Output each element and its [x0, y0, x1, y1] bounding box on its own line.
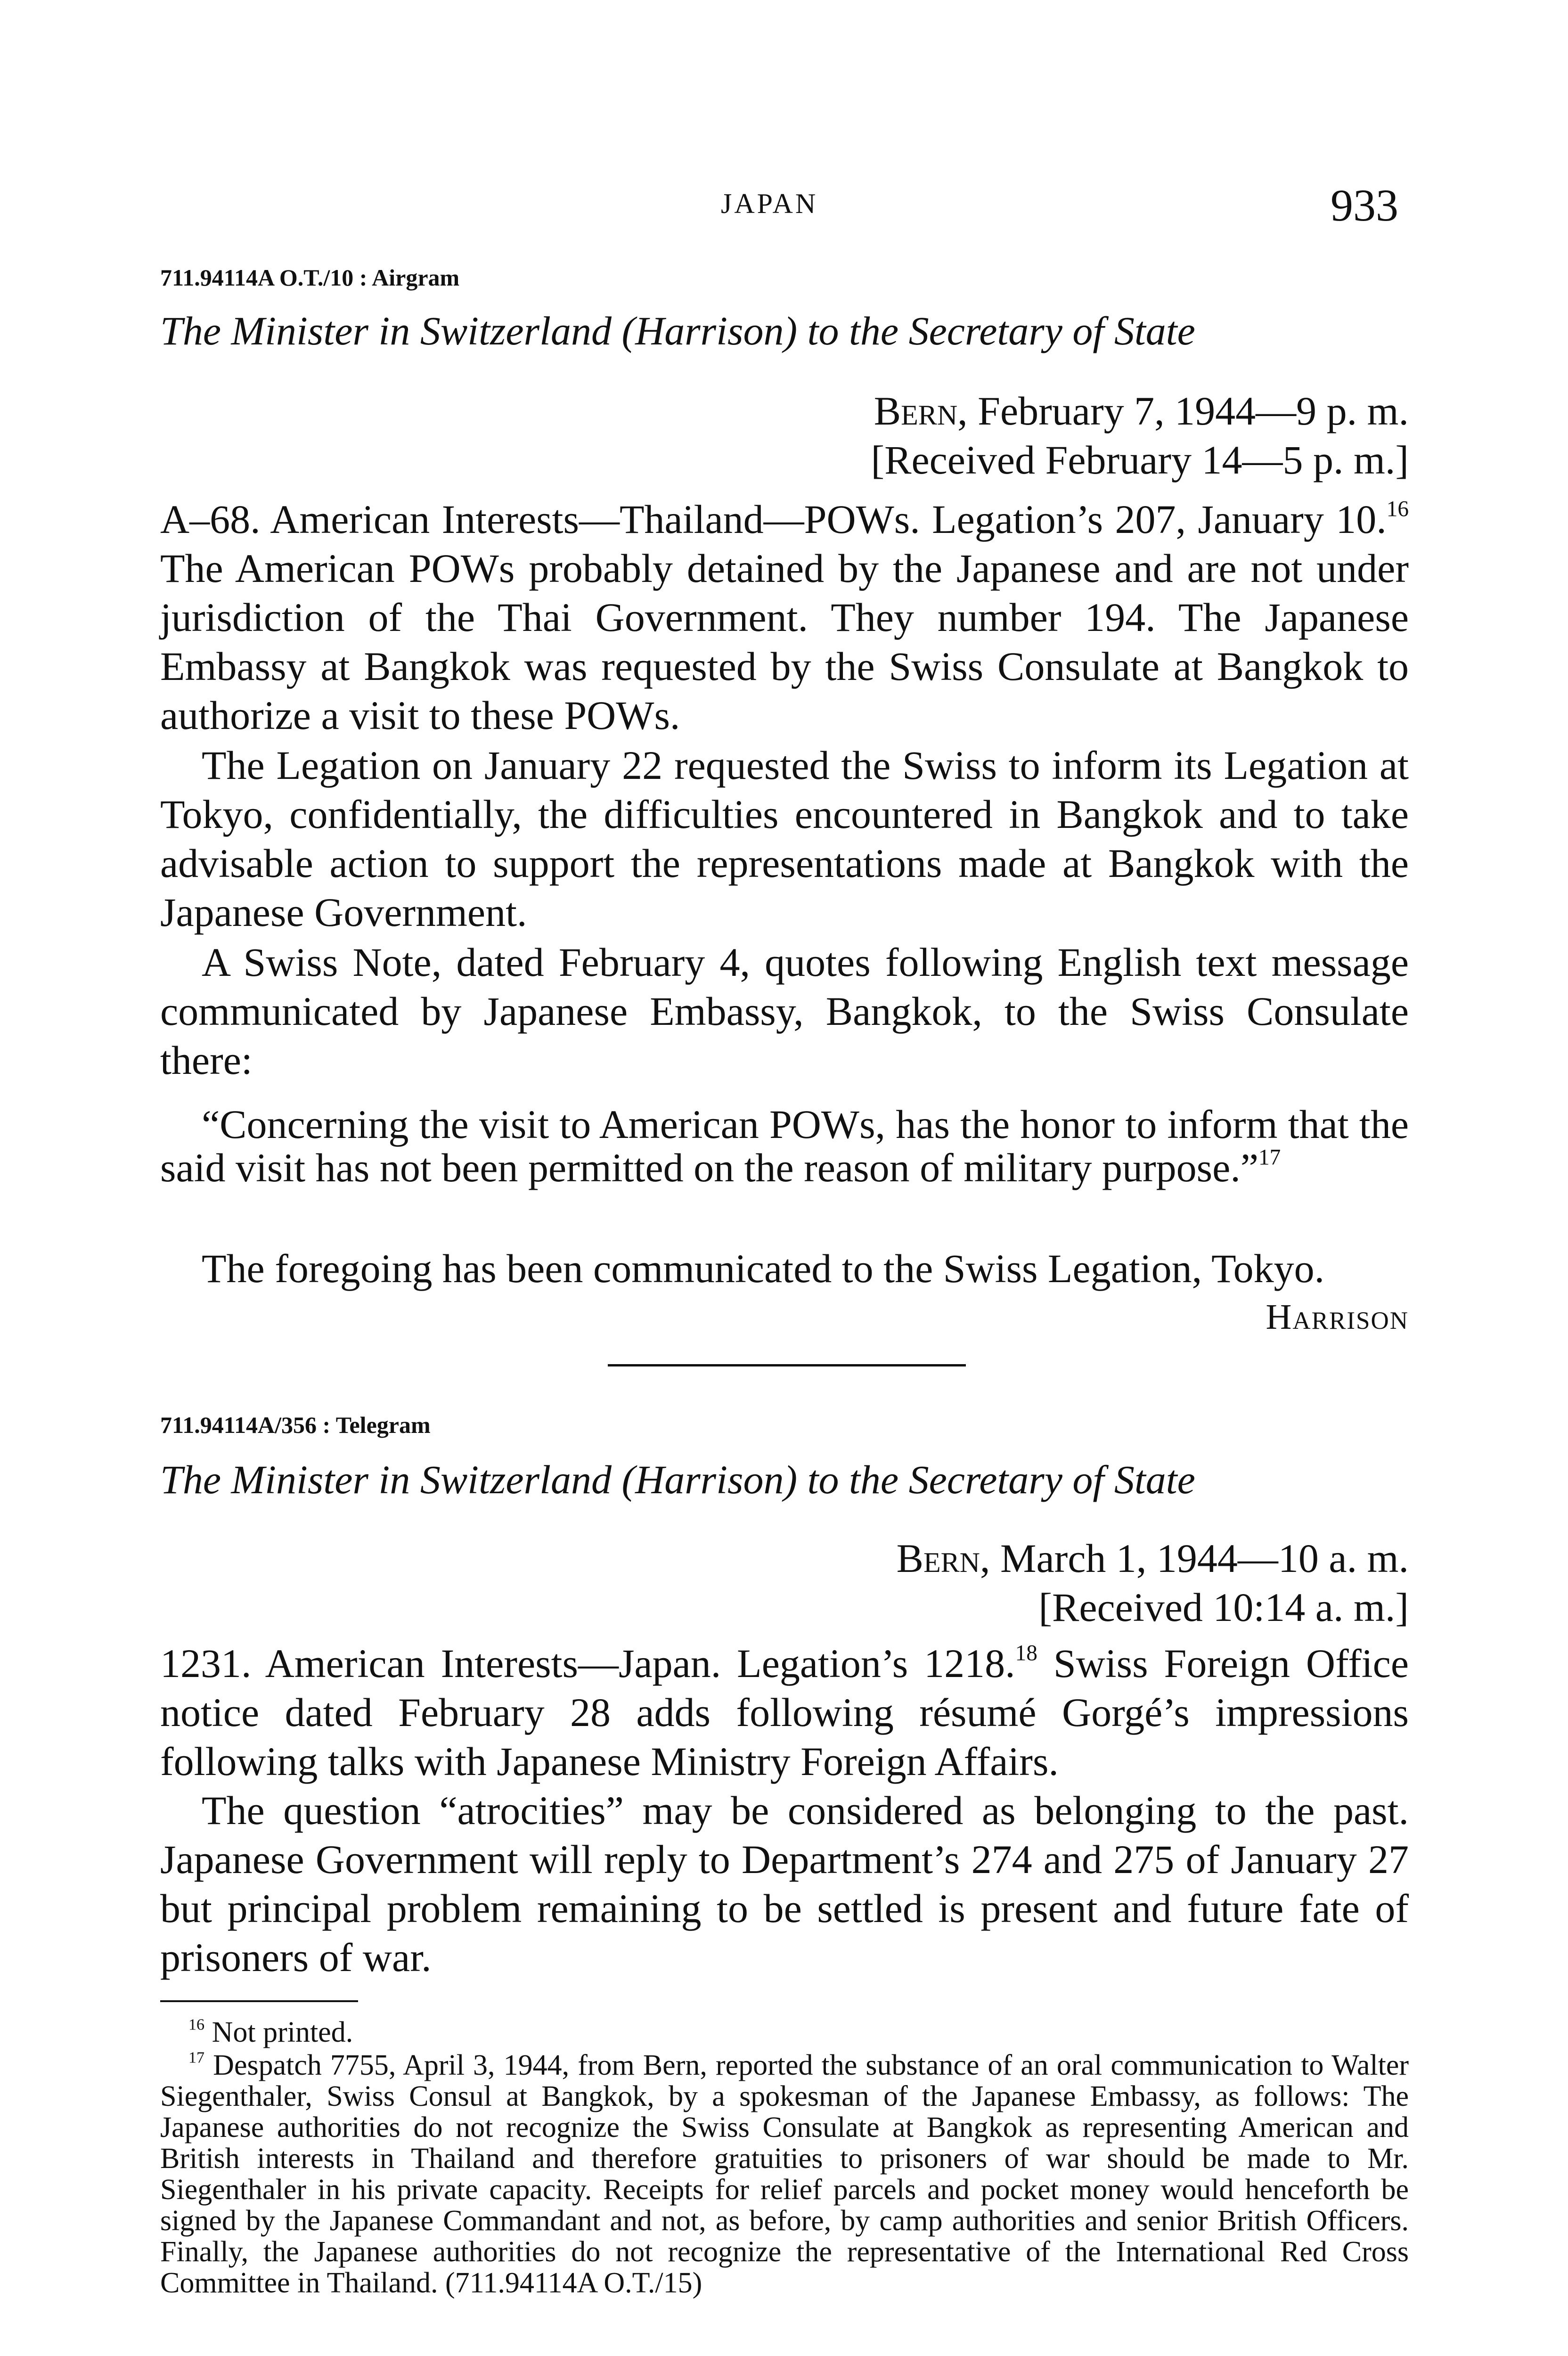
paragraph-1-2: The Legation on January 22 requested the Swiss to inform its Legation at Tokyo, confidentially, the difficulties encountered in Bangkok and to take advisable action to support the representations made at Bangkok with the Japanese Government. — [160, 743, 1409, 935]
paragraph-1-1-text-b: The American POWs probably detained by the Japanese and are not under jurisdiction of the Thai Government. They number 194. The Japanese Embassy at Bangkok was requested by the Swiss Consulate at Bangkok to authorize a visit to these POWs. — [160, 546, 1409, 738]
footnote-rule — [160, 2000, 358, 2002]
paragraph-1-1-text-a: A–68. American Interests—Thailand—POWs. Legation’s 207, January 10. — [160, 497, 1387, 542]
date-2: , March 1, 1944—10 a. m. — [980, 1536, 1409, 1581]
date-line-2 — [897, 1534, 1409, 1583]
paragraph-2-1-text-a: 1231. American Interests—Japan. Legation’s 1218. — [160, 1641, 1015, 1686]
page-number: 933 — [1331, 180, 1398, 230]
paragraph-1-4: The foregoing has been communicated to the Swiss Legation, Tokyo. — [202, 1246, 1325, 1291]
quoted-message-text: “Concerning the visit to American POWs, has the honor to inform that the said visit has not been permitted on the reason of military purpose.” — [160, 1102, 1409, 1190]
paragraph-2-2: The question “atrocities” may be considered as belonging to the past. Japanese Government will reply to Department’s 274 and 275 of January 27 but principal problem remaining to be settled is present and future fate of prisoners of war. — [160, 1788, 1409, 1980]
dateline-2 — [897, 1534, 1409, 1632]
document-title-1: The Minister in Switzerland (Harrison) to the Secretary of State — [160, 308, 1195, 353]
section-divider — [608, 1364, 966, 1366]
received-line-1: [Received February 14—5 p. m.] — [871, 437, 1409, 483]
running-header-title: JAPAN — [721, 188, 818, 219]
footnote-ref-17: 17 — [1258, 1145, 1281, 1170]
signature-1: Harrison — [1266, 1297, 1409, 1337]
file-reference-1: 711.94114A O.T./10 : Airgram — [160, 264, 460, 291]
document-title-2: The Minister in Switzerland (Harrison) to the Secretary of State — [160, 1457, 1195, 1502]
date-line-1 — [871, 386, 1409, 435]
footnote-number: 17 — [188, 2049, 205, 2067]
paragraph-1-3: A Swiss Note, dated February 4, quotes following English text message communicated by Japanese Embassy, Bangkok, to the Swiss Consulate there: — [160, 940, 1409, 1083]
footnote-text: Not printed. — [204, 2016, 353, 2048]
footnote-number: 16 — [188, 2016, 205, 2034]
file-reference-2: 711.94114A/356 : Telegram — [160, 1412, 431, 1438]
received-line-2: [Received 10:14 a. m.] — [1038, 1585, 1409, 1630]
paragraph-1-1 — [160, 495, 1409, 740]
date-1: , February 7, 1944—9 p. m. — [957, 388, 1409, 434]
footnote-text: Despatch 7755, April 3, 1944, from Bern, reported the substance of an oral communication to Walter Siegenthaler, Swiss Consul at Bangkok, by a spokesman of the Japanese Embassy, as follows: The Japanese authorities do not recognize the Swiss Consulate at Bangkok as representing American and British interests in Thailand and therefore gratuities to prisoners of war should be made to Mr. Siegenthaler in his private capacity. Receipts for relief parcels and pocket money would henceforth be signed by the Japanese Commandant and not, as before, by camp authorities and senior British Officers. Finally, the Japanese authorities do not recognize the representative of the International Red Cross Committee in Thailand. (711.94114A O.T./15) — [160, 2049, 1409, 2299]
place-2: Bern — [896, 1536, 980, 1581]
footnote-ref-18: 18 — [1015, 1641, 1037, 1666]
paragraph-2-1-text-b: Swiss Foreign Office notice dated February 28 adds following résumé Gorgé’s impressions following talks with Japanese Ministry Foreign Affairs. — [160, 1641, 1409, 1784]
footnote-16 — [160, 2017, 1409, 2048]
footnote-17 — [160, 2050, 1409, 2299]
place-1: Bern — [874, 388, 958, 434]
footnote-ref-16: 16 — [1386, 497, 1409, 522]
dateline-1 — [871, 386, 1409, 484]
paragraph-2-1 — [160, 1639, 1409, 1786]
quoted-message — [160, 1103, 1409, 1189]
